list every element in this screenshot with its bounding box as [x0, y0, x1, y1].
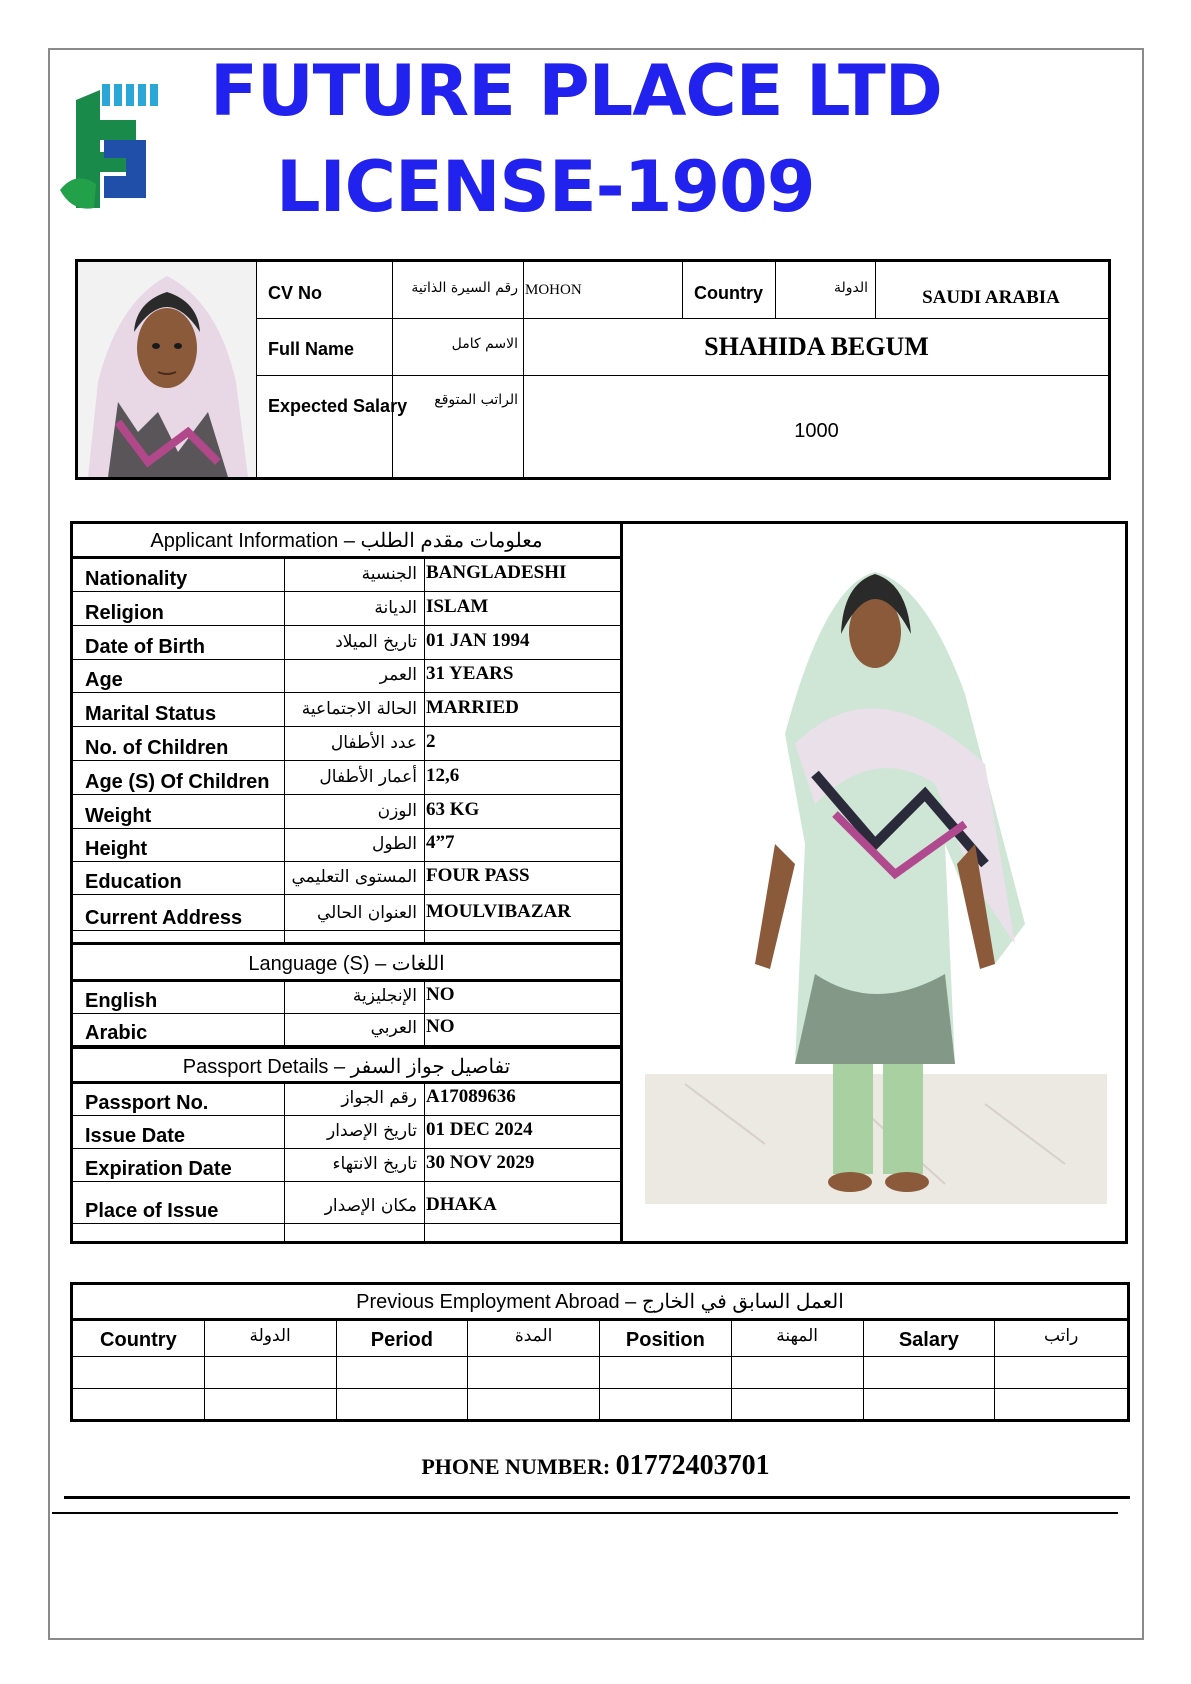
employment-cell	[600, 1389, 732, 1421]
info-row	[73, 660, 620, 693]
employment-col-header-ar: راتب	[995, 1321, 1127, 1357]
employment-col-header-ar: الدولة	[205, 1321, 337, 1357]
employment-table	[70, 1282, 1130, 1422]
row-value: 2	[426, 731, 436, 752]
info-row	[73, 982, 620, 1014]
row-label: Weight	[85, 805, 152, 827]
employment-cell	[732, 1357, 864, 1389]
row-value: 12,6	[426, 765, 460, 786]
row-label-ar: الديانة	[374, 598, 417, 618]
row-label: Education	[85, 871, 182, 893]
row-label: Issue Date	[85, 1125, 186, 1147]
row-value: NO	[426, 984, 455, 1005]
row-label: Arabic	[85, 1022, 148, 1044]
country-label-ar: الدولة	[833, 280, 868, 296]
full-name-value: SHAHIDA BEGUM	[704, 332, 929, 361]
country-label: Country	[694, 283, 763, 303]
row-label: Age (S) Of Children	[85, 771, 270, 793]
row-value: 63 KG	[426, 799, 480, 820]
employment-cell	[600, 1357, 732, 1389]
salary-label: Expected Salary	[268, 396, 408, 416]
language-heading: Language (S) – اللغات	[73, 942, 620, 982]
row-label-ar: تاريخ الانتهاء	[332, 1154, 417, 1174]
salary-label-ar: الراتب المتوقع	[434, 392, 518, 408]
row-label-ar: رقم الجواز	[341, 1088, 417, 1108]
employment-cell	[995, 1389, 1127, 1421]
info-row	[73, 795, 620, 829]
info-row	[73, 761, 620, 795]
info-row	[73, 693, 620, 727]
employment-col-header: Country	[73, 1321, 205, 1357]
row-label-ar: الجنسية	[361, 564, 417, 584]
row-label-ar: المستوى التعليمي	[291, 867, 417, 887]
info-row	[73, 559, 620, 592]
summary-box	[75, 259, 1111, 480]
info-row	[73, 727, 620, 761]
passport-heading: Passport Details – تفاصيل جواز السفر	[73, 1046, 620, 1084]
row-label: Date of Birth	[85, 636, 205, 658]
employment-cell	[205, 1389, 337, 1421]
info-row	[73, 626, 620, 660]
row-value: 01 DEC 2024	[426, 1119, 533, 1140]
applicant-full-photo	[645, 544, 1107, 1234]
row-value: MARRIED	[426, 697, 519, 718]
info-row	[73, 1149, 620, 1182]
row-label-ar: أعمار الأطفال	[319, 767, 417, 787]
country-value: SAUDI ARABIA	[922, 287, 1060, 308]
row-label: Expiration Date	[85, 1158, 232, 1180]
row-label-ar: الإنجليزية	[352, 986, 417, 1006]
divider-line	[52, 1512, 1118, 1514]
phone-label: PHONE NUMBER:	[421, 1454, 611, 1479]
employment-cell	[73, 1389, 205, 1421]
row-label-ar: الطول	[372, 834, 417, 854]
info-row	[73, 895, 620, 931]
employment-heading: Previous Employment Abroad – العمل السابق في الخارج	[73, 1285, 1127, 1321]
salary-value: 1000	[794, 420, 839, 442]
employment-col-header: Period	[337, 1321, 469, 1357]
info-row	[73, 862, 620, 895]
row-label: Age	[85, 669, 123, 691]
row-value: 31 YEARS	[426, 663, 514, 684]
row-label: No. of Children	[85, 737, 229, 759]
row-label-ar: العربي	[370, 1018, 417, 1038]
row-label-ar: تاريخ الميلاد	[335, 632, 417, 652]
employment-col-header: Salary	[864, 1321, 996, 1357]
employment-cell	[468, 1389, 600, 1421]
employment-cell	[73, 1357, 205, 1389]
phone-line	[0, 1450, 1191, 1482]
employment-cell	[732, 1389, 864, 1421]
row-label: Nationality	[85, 568, 188, 590]
company-license: LICENSE-1909	[276, 146, 815, 228]
divider-line	[64, 1496, 1130, 1499]
employment-col-header-ar: المهنة	[732, 1321, 864, 1357]
employment-cell	[205, 1357, 337, 1389]
row-value: MOULVIBAZAR	[426, 901, 571, 922]
row-label-ar: العمر	[379, 665, 417, 685]
row-value: 4”7	[426, 832, 455, 853]
row-value: FOUR PASS	[426, 865, 530, 886]
company-name: FUTURE PLACE LTD	[210, 50, 942, 132]
info-row	[73, 1084, 620, 1116]
employment-cell	[995, 1357, 1127, 1389]
row-label: Religion	[85, 602, 164, 624]
row-label: Height	[85, 838, 148, 860]
info-row	[73, 829, 620, 862]
employment-cell	[337, 1357, 469, 1389]
applicant-info-box	[70, 521, 1128, 1244]
employment-cell	[864, 1389, 996, 1421]
row-value: BANGLADESHI	[426, 562, 567, 583]
row-value: NO	[426, 1016, 455, 1037]
row-label-ar: تاريخ الإصدار	[327, 1121, 417, 1141]
row-value: 01 JAN 1994	[426, 630, 530, 651]
row-label-ar: عدد الأطفال	[330, 733, 417, 753]
employment-col-header-ar: المدة	[468, 1321, 600, 1357]
full-name-label: Full Name	[268, 339, 355, 359]
employment-col-header: Position	[600, 1321, 732, 1357]
row-value: A17089636	[426, 1086, 516, 1107]
fp-logo-icon	[56, 80, 162, 218]
info-row	[73, 1116, 620, 1149]
cv-no-label-ar: رقم السيرة الذاتية	[411, 280, 518, 296]
row-label: English	[85, 990, 158, 1012]
row-label: Place of Issue	[85, 1200, 219, 1222]
row-label: Marital Status	[85, 703, 217, 725]
applicant-info-heading: Applicant Information – معلومات مقدم الطلب	[73, 524, 620, 559]
cv-no-label: CV No	[268, 283, 322, 303]
row-label: Passport No.	[85, 1092, 209, 1114]
row-label-ar: العنوان الحالي	[316, 903, 417, 923]
phone-number: 01772403701	[615, 1450, 770, 1481]
employment-cell	[337, 1389, 469, 1421]
full-name-label-ar: الاسم كامل	[451, 336, 518, 352]
row-label: Current Address	[85, 907, 243, 929]
row-value: ISLAM	[426, 596, 489, 617]
row-label-ar: الحالة الاجتماعية	[301, 699, 417, 719]
row-label-ar: الوزن	[377, 801, 417, 821]
info-row	[73, 1014, 620, 1046]
row-value: DHAKA	[426, 1194, 497, 1215]
employment-cell	[468, 1357, 600, 1389]
row-value: 30 NOV 2029	[426, 1152, 535, 1173]
cv-no-value: MOHON	[525, 282, 582, 298]
info-row	[73, 1182, 620, 1224]
info-row	[73, 592, 620, 626]
employment-cell	[864, 1357, 996, 1389]
row-label-ar: مكان الإصدار	[324, 1196, 417, 1216]
applicant-portrait	[78, 262, 257, 477]
